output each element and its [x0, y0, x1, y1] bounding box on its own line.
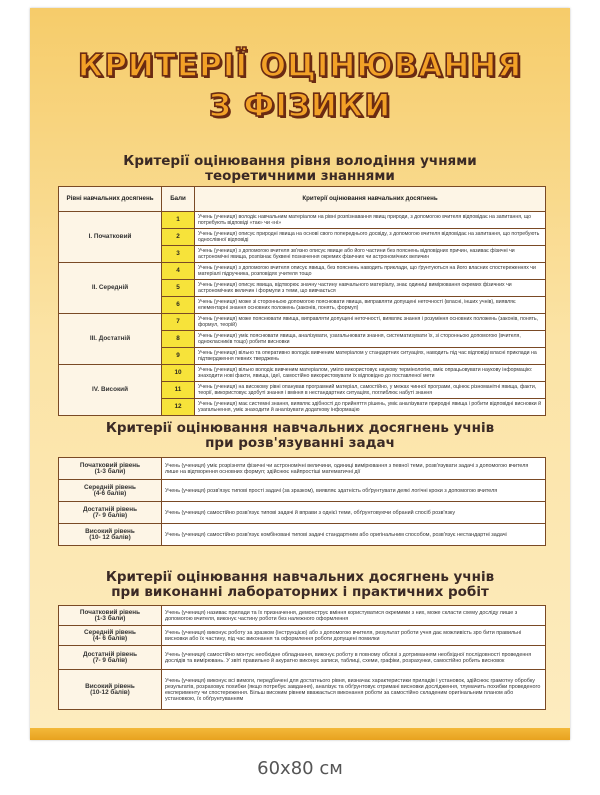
- ball-cell: 11: [162, 382, 195, 399]
- criteria-cell: Учень (учениця) виконує роботу за зразком (інструкцією) або з допомогою вчителя, результат роботи учня дає можливість зро бити правильні висновки або їх частину, під час виконання та оформлення роботи допущені помилки: [162, 626, 546, 646]
- table-row: [59, 502, 546, 524]
- level-points: (10-12 балів): [90, 688, 130, 696]
- table-row: [59, 458, 546, 480]
- section2-title-line-1: Критерії оцінювання навчальних досягнень учнів: [105, 420, 495, 436]
- level-name: Середній рівень: [84, 483, 136, 491]
- level-cell: [59, 458, 162, 480]
- table-row: [59, 606, 546, 626]
- level-points: (10- 12 балів): [89, 533, 131, 541]
- ball-cell: 7: [162, 314, 195, 331]
- ball-cell: 8: [162, 331, 195, 348]
- table-row: [59, 365, 546, 382]
- level-points: (7- 9 балів): [92, 511, 128, 519]
- level-name: Середній рівень: [84, 628, 136, 636]
- level-points: (1-3 бали): [94, 614, 126, 622]
- level-cell: IV. Високий: [59, 365, 162, 416]
- level-cell: II. Середній: [59, 263, 162, 314]
- criteria-cell: Учень (учениця) володіє навчальним матеріалом на рівні розпізнавання явищ природи, з допомогою вчителя відповідає на запитання, що потребують відповіді «так» чи «ні»: [195, 212, 546, 229]
- ball-cell: 3: [162, 246, 195, 263]
- criteria-cell: Учень (учениця) описує природні явища на основі свого попереднього досвіду, з допомогою вчителя відповідає на запитання, що потребують однослівної відповіді: [195, 229, 546, 246]
- criteria-cell: Учень (учениця) на високому рівні опанував програмний матеріал, самостійно, у межах чинної програми, оцінює різноманітні явища, факти, теорії, використовує здобуті знання і вміння в нестандартних ситуаціях, поглиблює набуті знання: [195, 382, 546, 399]
- criteria-cell: Учень (учениця) виконує всі вимоги, передбачені для достатнього рівня, визначає характеристики приладів і установок, здійснює грамотну обробку результатів, розраховує похибки (якщо потребує завдання), аналізує та обґрунтовує отримані висновки дослідження, тлумачить похибки проведеного експерименту чи спостереження. Більш високим рівнем вважається виконання роботи за самостійно складеним оригінальним планом або установкою, їх обґрунтуванням: [162, 670, 546, 710]
- criteria-cell: Учень (учениця) уміє розрізняти фізичні чи астрономічні величини, одиниці вимірювання з певної теми, розв'язувати задачі з допомогою вчителя лише на відтворення основних формул; здійснює найпростіші математичні дії: [162, 458, 546, 480]
- table-header-row: [59, 187, 546, 212]
- criteria-cell: Учень (учениця) розв'язує типові прості задачі (за зразком), виявляє здатність обґрунтувати деякі логічні кроки з допомогою вчителя: [162, 480, 546, 502]
- title-line-1: КРИТЕРІЇ ОЦІНЮВАННЯ: [77, 48, 523, 84]
- table-row: [59, 314, 546, 331]
- lab-criteria-table: [58, 605, 546, 710]
- table-row: [59, 480, 546, 502]
- level-name: Початковий рівень: [79, 461, 141, 469]
- criteria-cell: Учень (учениця) з допомогою вчителя описує явища, без пояснень наводить приклади, що ґрунтуються на його власних спостереженнях чи матеріалі підручника, розповідях учителя тощо: [195, 263, 546, 280]
- criteria-cell: Учень (учениця) уміє пояснювати явища, аналізувати, узагальнювати знання, систематизувати їх, зі сторонньою допомогою (вчителя, однокласників тощо) робити висновки: [195, 331, 546, 348]
- ball-cell: 2: [162, 229, 195, 246]
- section3-title-line-2: при виконанні лабораторних і практичних робіт: [111, 584, 489, 600]
- poster-title: [30, 46, 570, 126]
- section1-title: [0, 154, 600, 184]
- ball-cell: 4: [162, 263, 195, 280]
- header-criteria: Критерії оцінювання навчальних досягнень: [195, 187, 546, 212]
- header-level: Рівні навчальних досягнень: [59, 187, 162, 212]
- title-line-2: З ФІЗИКИ: [208, 88, 392, 124]
- section2-title: [0, 421, 600, 451]
- level-cell: [59, 480, 162, 502]
- criteria-cell: Учень (учениця) вільно володіє вивченим матеріалом, уміло використовує наукову термінологію, вміє опрацьовувати наукову інформацію: знаходити нові факти, явища, ідеї, самостійно використовувати їх відповідно до поставленої мети: [195, 365, 546, 382]
- level-cell: [59, 502, 162, 524]
- level-name: Високий рівень: [85, 682, 135, 690]
- table-row: [59, 626, 546, 646]
- ball-cell: 6: [162, 297, 195, 314]
- level-cell: [59, 626, 162, 646]
- size-caption: 60х80 см: [257, 758, 343, 779]
- criteria-cell: Учень (учениця) може пояснювати явища, виправляти допущені неточності, виявляє знання і розуміння основних положень (законів, понять, формул, теорій): [195, 314, 546, 331]
- criteria-cell: Учень (учениця) самостійно розв'язує типові задачі й вправи з однієї теми, обґрунтовуючи обраний спосіб розв'язку: [162, 502, 546, 524]
- level-points: (4-6 балів): [93, 489, 127, 497]
- problems-criteria-table: [58, 457, 546, 546]
- section1-title-line-2: теоретичними знаннями: [205, 168, 395, 184]
- level-points: (1-3 бали): [94, 467, 126, 475]
- level-cell: [59, 670, 162, 710]
- ball-cell: 10: [162, 365, 195, 382]
- level-name: Початковий рівень: [79, 608, 141, 616]
- ball-cell: 1: [162, 212, 195, 229]
- section3-title: [0, 570, 600, 600]
- table-row: [59, 646, 546, 670]
- level-points: (4- 6 балів): [92, 634, 128, 642]
- level-cell: [59, 524, 162, 546]
- section3-title-line-1: Критерії оцінювання навчальних досягнень учнів: [105, 569, 495, 585]
- table-row: [59, 212, 546, 229]
- section1-title-line-1: Критерії оцінювання рівня володіння учнями: [123, 153, 477, 169]
- ball-cell: 12: [162, 399, 195, 416]
- criteria-cell: Учень (учениця) може зі сторонньою допомогою пояснювати явища, виправляти допущені неточності (власні, інших учнів), виявляє елементарні знання основних положень (законів, понять, формул): [195, 297, 546, 314]
- table-row: [59, 670, 546, 710]
- level-cell: [59, 606, 162, 626]
- criteria-cell: Учень (учениця) з допомогою вчителя зв'язно описує явище або його частини без пояснень відповідних причин, називає фізичні чи астрономічні явища, розпізнає буквені позначення окремих фізичних чи астрономічних величин: [195, 246, 546, 263]
- ball-cell: 9: [162, 348, 195, 365]
- level-name: Достатній рівень: [82, 650, 138, 658]
- criteria-cell: Учень (учениця) вільно та оперативно володіє вивченим матеріалом у стандартних ситуаціях, наводить під час відповіді власні приклади на підтвердження певних тверджень: [195, 348, 546, 365]
- theory-criteria-table: [58, 186, 546, 416]
- ball-cell: 5: [162, 280, 195, 297]
- level-points: (7- 9 балів): [92, 656, 128, 664]
- bottom-band: [30, 728, 570, 740]
- level-cell: [59, 646, 162, 670]
- table-row: [59, 263, 546, 280]
- level-name: Достатній рівень: [82, 505, 138, 513]
- level-cell: III. Достатній: [59, 314, 162, 365]
- criteria-cell: Учень (учениця) має системні знання, виявляє здібності до прийняття рішень, уміє аналізувати природні явища і робити відповідні висновки й узагальнення, уміє знаходити й аналізувати додаткову інформацію: [195, 399, 546, 416]
- criteria-cell: Учень (учениця) описує явища, відтворює значну частину навчального матеріалу, знає одиниці вимірювання окремих фізичних чи астрономічних величин і формули з теми, що вивчається: [195, 280, 546, 297]
- criteria-cell: Учень (учениця) самостійно монтує необхідне обладнання, виконує роботу в повному обсязі з дотриманням необхідної послідовності проведення дослідів та вимірювань. У звіті правильно й акуратно виконує записи, таблиці, схеми, графіки, розрахунки, самостійно робить висновок: [162, 646, 546, 670]
- table-row: [59, 524, 546, 546]
- level-name: Високий рівень: [85, 527, 135, 535]
- level-cell: I. Початковий: [59, 212, 162, 263]
- section2-title-line-2: при розв'язуванні задач: [205, 435, 395, 451]
- header-ball: Бали: [162, 187, 195, 212]
- criteria-cell: Учень (учениця) називає прилади та їх призначення, демонструє вміння користуватися окремими з них, може скласти схему досліду лише з допомогою вчителя, виконує частину роботи без належного оформлення: [162, 606, 546, 626]
- criteria-cell: Учень (учениця) самостійно розв'язує комбіновані типові задачі стандартним або оригінальним способом, розв'язує нестандартні задачі: [162, 524, 546, 546]
